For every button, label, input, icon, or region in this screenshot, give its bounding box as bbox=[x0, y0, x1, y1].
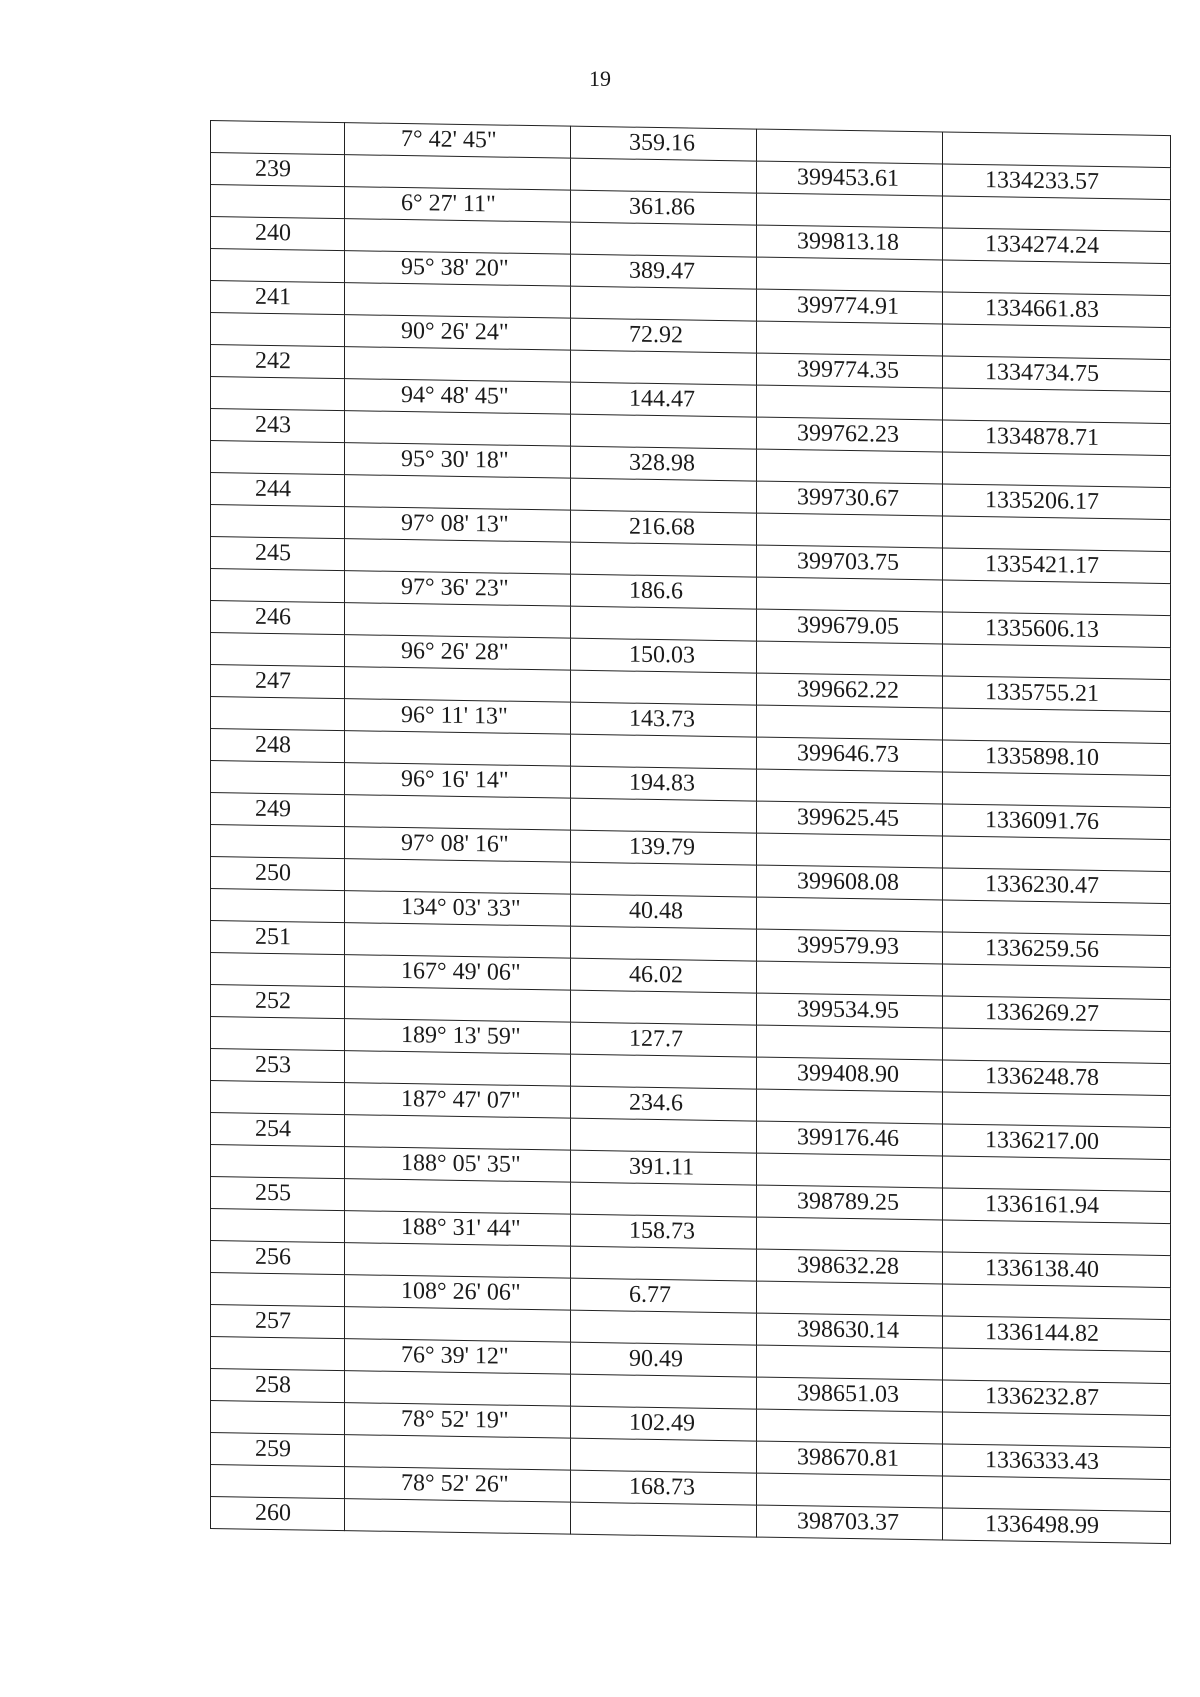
bearing-cell bbox=[345, 283, 571, 319]
easting-cell bbox=[943, 644, 1171, 680]
northing-cell: 398789.25 bbox=[757, 1185, 943, 1220]
bearing-cell bbox=[345, 987, 571, 1023]
distance-cell bbox=[571, 1118, 757, 1153]
easting-cell bbox=[943, 836, 1171, 872]
northing-cell bbox=[757, 385, 943, 420]
distance-cell: 40.48 bbox=[571, 894, 757, 929]
easting-cell: 1334734.75 bbox=[943, 356, 1171, 392]
distance-cell: 168.73 bbox=[571, 1470, 757, 1505]
station-cell bbox=[211, 697, 345, 731]
northing-cell: 399646.73 bbox=[757, 737, 943, 772]
station-cell bbox=[211, 761, 345, 795]
station-cell: 260 bbox=[211, 1497, 345, 1531]
bearing-cell: 78° 52' 19" bbox=[345, 1403, 571, 1439]
northing-cell bbox=[757, 897, 943, 932]
easting-cell: 1335421.17 bbox=[943, 548, 1171, 584]
easting-cell bbox=[943, 516, 1171, 552]
bearing-cell: 108° 26' 06" bbox=[345, 1275, 571, 1311]
station-cell bbox=[211, 505, 345, 539]
station-cell: 242 bbox=[211, 345, 345, 379]
bearing-cell: 167° 49' 06" bbox=[345, 955, 571, 991]
station-cell bbox=[211, 1401, 345, 1435]
station-cell bbox=[211, 569, 345, 603]
easting-cell: 1336144.82 bbox=[943, 1316, 1171, 1352]
coordinate-table bbox=[210, 120, 1171, 1544]
distance-cell: 186.6 bbox=[571, 574, 757, 609]
bearing-cell bbox=[345, 923, 571, 959]
northing-cell bbox=[757, 705, 943, 740]
easting-cell bbox=[943, 196, 1171, 232]
station-cell: 247 bbox=[211, 665, 345, 699]
easting-cell: 1334233.57 bbox=[943, 164, 1171, 200]
station-cell bbox=[211, 889, 345, 923]
easting-cell bbox=[943, 452, 1171, 488]
coordinate-table-body bbox=[211, 121, 1171, 1544]
distance-cell: 391.11 bbox=[571, 1150, 757, 1185]
station-cell: 245 bbox=[211, 537, 345, 571]
northing-cell: 398703.37 bbox=[757, 1505, 943, 1540]
bearing-cell bbox=[345, 539, 571, 575]
distance-cell: 102.49 bbox=[571, 1406, 757, 1441]
bearing-cell: 6° 27' 11" bbox=[345, 187, 571, 223]
station-cell bbox=[211, 185, 345, 219]
bearing-cell bbox=[345, 411, 571, 447]
station-cell bbox=[211, 1145, 345, 1179]
station-cell: 253 bbox=[211, 1049, 345, 1083]
northing-cell: 399774.91 bbox=[757, 289, 943, 324]
page-number: 19 bbox=[589, 66, 611, 91]
station-cell: 252 bbox=[211, 985, 345, 1019]
northing-cell bbox=[757, 129, 943, 164]
bearing-cell bbox=[345, 731, 571, 767]
northing-cell bbox=[757, 1089, 943, 1124]
easting-cell: 1336248.78 bbox=[943, 1060, 1171, 1096]
distance-cell: 6.77 bbox=[571, 1278, 757, 1313]
station-cell: 249 bbox=[211, 793, 345, 827]
easting-cell bbox=[943, 1092, 1171, 1128]
northing-cell bbox=[757, 1025, 943, 1060]
easting-cell: 1336161.94 bbox=[943, 1188, 1171, 1224]
distance-cell: 234.6 bbox=[571, 1086, 757, 1121]
easting-cell: 1336259.56 bbox=[943, 932, 1171, 968]
bearing-cell: 94° 48' 45" bbox=[345, 379, 571, 415]
easting-cell: 1336230.47 bbox=[943, 868, 1171, 904]
distance-cell bbox=[571, 606, 757, 641]
distance-cell: 328.98 bbox=[571, 446, 757, 481]
station-cell: 257 bbox=[211, 1305, 345, 1339]
bearing-cell bbox=[345, 859, 571, 895]
station-cell: 254 bbox=[211, 1113, 345, 1147]
northing-cell bbox=[757, 449, 943, 484]
station-cell bbox=[211, 121, 345, 155]
easting-cell bbox=[943, 1348, 1171, 1384]
northing-cell: 399730.67 bbox=[757, 481, 943, 516]
bearing-cell bbox=[345, 1243, 571, 1279]
station-cell bbox=[211, 1081, 345, 1115]
bearing-cell: 97° 36' 23" bbox=[345, 571, 571, 607]
distance-cell bbox=[571, 1502, 757, 1537]
easting-cell: 1336232.87 bbox=[943, 1380, 1171, 1416]
easting-cell: 1335898.10 bbox=[943, 740, 1171, 776]
station-cell: 248 bbox=[211, 729, 345, 763]
easting-cell bbox=[943, 900, 1171, 936]
easting-cell: 1335755.21 bbox=[943, 676, 1171, 712]
distance-cell bbox=[571, 798, 757, 833]
station-cell: 243 bbox=[211, 409, 345, 443]
station-cell: 250 bbox=[211, 857, 345, 891]
station-cell bbox=[211, 633, 345, 667]
distance-cell bbox=[571, 990, 757, 1025]
northing-cell: 399703.75 bbox=[757, 545, 943, 580]
distance-cell bbox=[571, 926, 757, 961]
bearing-cell: 97° 08' 16" bbox=[345, 827, 571, 863]
station-cell: 251 bbox=[211, 921, 345, 955]
station-cell: 241 bbox=[211, 281, 345, 315]
easting-cell: 1335206.17 bbox=[943, 484, 1171, 520]
northing-cell: 399762.23 bbox=[757, 417, 943, 452]
bearing-cell bbox=[345, 667, 571, 703]
station-cell bbox=[211, 441, 345, 475]
bearing-cell: 96° 26' 28" bbox=[345, 635, 571, 671]
bearing-cell bbox=[345, 219, 571, 255]
distance-cell: 90.49 bbox=[571, 1342, 757, 1377]
distance-cell: 139.79 bbox=[571, 830, 757, 865]
station-cell bbox=[211, 953, 345, 987]
easting-cell: 1336217.00 bbox=[943, 1124, 1171, 1160]
distance-cell: 361.86 bbox=[571, 190, 757, 225]
easting-cell bbox=[943, 1284, 1171, 1320]
distance-cell: 216.68 bbox=[571, 510, 757, 545]
distance-cell bbox=[571, 1054, 757, 1089]
distance-cell: 150.03 bbox=[571, 638, 757, 673]
bearing-cell bbox=[345, 1371, 571, 1407]
bearing-cell bbox=[345, 155, 571, 191]
northing-cell: 399408.90 bbox=[757, 1057, 943, 1092]
northing-cell: 399679.05 bbox=[757, 609, 943, 644]
bearing-cell bbox=[345, 475, 571, 511]
bearing-cell: 78° 52' 26" bbox=[345, 1467, 571, 1503]
distance-cell bbox=[571, 1182, 757, 1217]
bearing-cell bbox=[345, 1051, 571, 1087]
distance-cell bbox=[571, 670, 757, 705]
northing-cell: 398632.28 bbox=[757, 1249, 943, 1284]
northing-cell bbox=[757, 961, 943, 996]
easting-cell: 1334878.71 bbox=[943, 420, 1171, 456]
easting-cell bbox=[943, 964, 1171, 1000]
distance-cell bbox=[571, 414, 757, 449]
station-cell bbox=[211, 1209, 345, 1243]
easting-cell bbox=[943, 388, 1171, 424]
distance-cell: 72.92 bbox=[571, 318, 757, 353]
distance-cell bbox=[571, 478, 757, 513]
easting-cell bbox=[943, 1156, 1171, 1192]
bearing-cell bbox=[345, 795, 571, 831]
bearing-cell: 187° 47' 07" bbox=[345, 1083, 571, 1119]
station-cell: 246 bbox=[211, 601, 345, 635]
station-cell bbox=[211, 1465, 345, 1499]
distance-cell: 389.47 bbox=[571, 254, 757, 289]
bearing-cell: 188° 31' 44" bbox=[345, 1211, 571, 1247]
distance-cell bbox=[571, 158, 757, 193]
northing-cell bbox=[757, 321, 943, 356]
distance-cell: 359.16 bbox=[571, 126, 757, 161]
distance-cell: 144.47 bbox=[571, 382, 757, 417]
northing-cell: 399176.46 bbox=[757, 1121, 943, 1156]
northing-cell: 399813.18 bbox=[757, 225, 943, 260]
bearing-cell bbox=[345, 347, 571, 383]
distance-cell bbox=[571, 1374, 757, 1409]
bearing-cell bbox=[345, 1115, 571, 1151]
northing-cell: 399579.93 bbox=[757, 929, 943, 964]
station-cell bbox=[211, 1017, 345, 1051]
bearing-cell bbox=[345, 603, 571, 639]
easting-cell bbox=[943, 132, 1171, 168]
northing-cell bbox=[757, 193, 943, 228]
northing-cell: 399608.08 bbox=[757, 865, 943, 900]
bearing-cell: 76° 39' 12" bbox=[345, 1339, 571, 1375]
distance-cell bbox=[571, 350, 757, 385]
northing-cell bbox=[757, 769, 943, 804]
bearing-cell: 96° 11' 13" bbox=[345, 699, 571, 735]
northing-cell bbox=[757, 1281, 943, 1316]
distance-cell bbox=[571, 734, 757, 769]
bearing-cell: 188° 05' 35" bbox=[345, 1147, 571, 1183]
bearing-cell bbox=[345, 1179, 571, 1215]
easting-cell: 1336138.40 bbox=[943, 1252, 1171, 1288]
easting-cell: 1336498.99 bbox=[943, 1508, 1171, 1544]
northing-cell: 399534.95 bbox=[757, 993, 943, 1028]
station-cell: 255 bbox=[211, 1177, 345, 1211]
station-cell bbox=[211, 1337, 345, 1371]
northing-cell bbox=[757, 513, 943, 548]
easting-cell bbox=[943, 1028, 1171, 1064]
easting-cell: 1336269.27 bbox=[943, 996, 1171, 1032]
bearing-cell bbox=[345, 1435, 571, 1471]
bearing-cell: 95° 30' 18" bbox=[345, 443, 571, 479]
northing-cell: 398630.14 bbox=[757, 1313, 943, 1348]
distance-cell bbox=[571, 1246, 757, 1281]
bearing-cell: 96° 16' 14" bbox=[345, 763, 571, 799]
northing-cell bbox=[757, 577, 943, 612]
easting-cell bbox=[943, 1476, 1171, 1512]
northing-cell bbox=[757, 1217, 943, 1252]
easting-cell bbox=[943, 1412, 1171, 1448]
station-cell bbox=[211, 313, 345, 347]
easting-cell bbox=[943, 260, 1171, 296]
station-cell: 259 bbox=[211, 1433, 345, 1467]
easting-cell bbox=[943, 580, 1171, 616]
easting-cell bbox=[943, 1220, 1171, 1256]
distance-cell bbox=[571, 862, 757, 897]
northing-cell bbox=[757, 1409, 943, 1444]
bearing-cell bbox=[345, 1499, 571, 1535]
northing-cell: 399774.35 bbox=[757, 353, 943, 388]
station-cell: 244 bbox=[211, 473, 345, 507]
northing-cell bbox=[757, 257, 943, 292]
northing-cell: 398670.81 bbox=[757, 1441, 943, 1476]
northing-cell bbox=[757, 1345, 943, 1380]
northing-cell bbox=[757, 641, 943, 676]
bearing-cell: 134° 03' 33" bbox=[345, 891, 571, 927]
station-cell bbox=[211, 377, 345, 411]
station-cell bbox=[211, 249, 345, 283]
station-cell: 239 bbox=[211, 153, 345, 187]
distance-cell: 143.73 bbox=[571, 702, 757, 737]
easting-cell bbox=[943, 324, 1171, 360]
distance-cell bbox=[571, 542, 757, 577]
station-cell: 258 bbox=[211, 1369, 345, 1403]
easting-cell bbox=[943, 708, 1171, 744]
northing-cell: 398651.03 bbox=[757, 1377, 943, 1412]
station-cell: 256 bbox=[211, 1241, 345, 1275]
easting-cell: 1335606.13 bbox=[943, 612, 1171, 648]
bearing-cell: 97° 08' 13" bbox=[345, 507, 571, 543]
station-cell bbox=[211, 1273, 345, 1307]
distance-cell: 158.73 bbox=[571, 1214, 757, 1249]
distance-cell: 127.7 bbox=[571, 1022, 757, 1057]
distance-cell: 46.02 bbox=[571, 958, 757, 993]
northing-cell: 399662.22 bbox=[757, 673, 943, 708]
easting-cell: 1336091.76 bbox=[943, 804, 1171, 840]
distance-cell bbox=[571, 286, 757, 321]
easting-cell: 1336333.43 bbox=[943, 1444, 1171, 1480]
bearing-cell: 90° 26' 24" bbox=[345, 315, 571, 351]
northing-cell: 399625.45 bbox=[757, 801, 943, 836]
distance-cell bbox=[571, 222, 757, 257]
northing-cell: 399453.61 bbox=[757, 161, 943, 196]
bearing-cell bbox=[345, 1307, 571, 1343]
station-cell bbox=[211, 825, 345, 859]
bearing-cell: 189° 13' 59" bbox=[345, 1019, 571, 1055]
easting-cell bbox=[943, 772, 1171, 808]
easting-cell: 1334274.24 bbox=[943, 228, 1171, 264]
northing-cell bbox=[757, 1153, 943, 1188]
distance-cell bbox=[571, 1438, 757, 1473]
station-cell: 240 bbox=[211, 217, 345, 251]
distance-cell: 194.83 bbox=[571, 766, 757, 801]
bearing-cell: 95° 38' 20" bbox=[345, 251, 571, 287]
easting-cell: 1334661.83 bbox=[943, 292, 1171, 328]
bearing-cell: 7° 42' 45" bbox=[345, 123, 571, 159]
northing-cell bbox=[757, 833, 943, 868]
northing-cell bbox=[757, 1473, 943, 1508]
distance-cell bbox=[571, 1310, 757, 1345]
